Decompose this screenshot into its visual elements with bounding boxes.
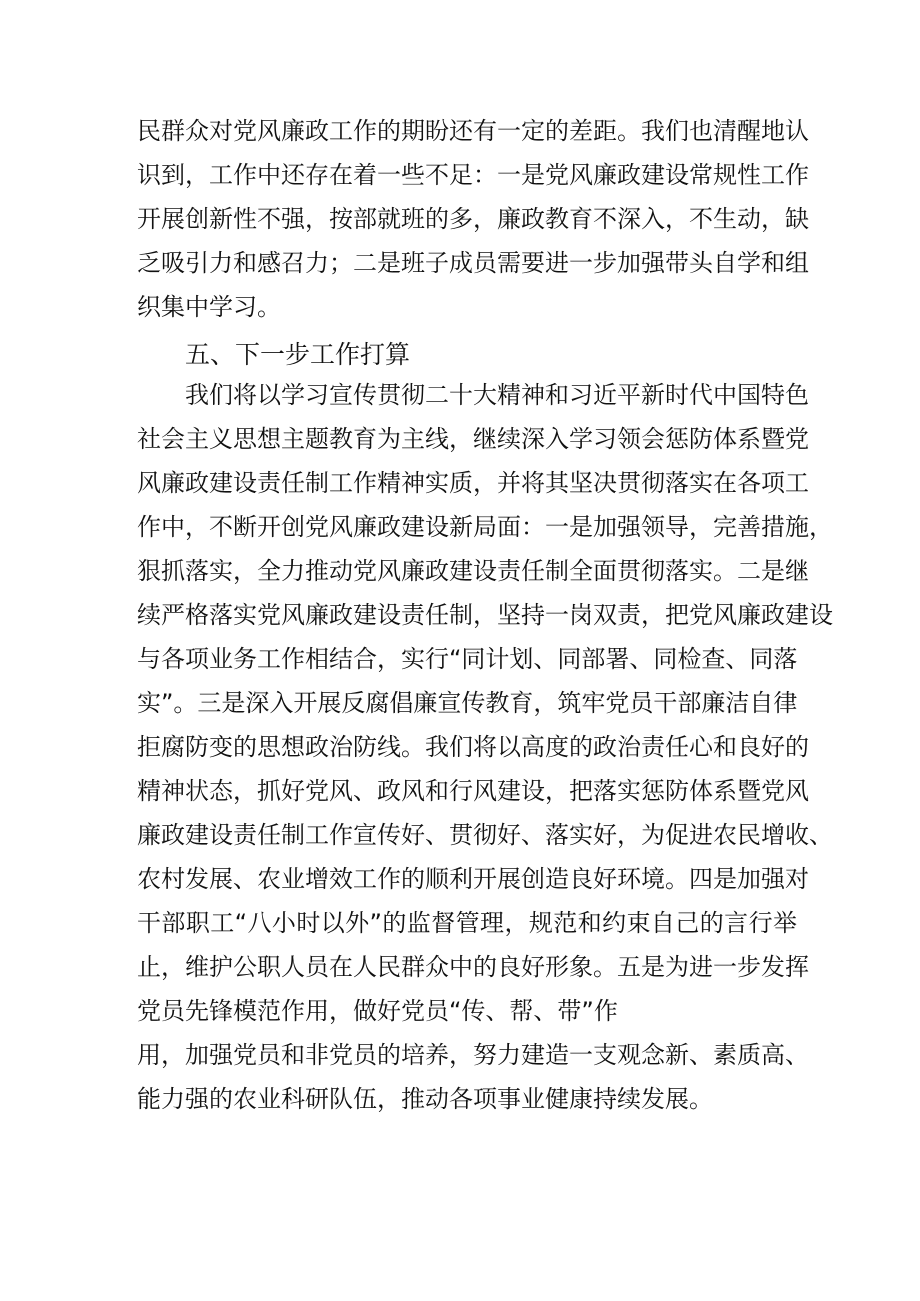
paragraph-line: 党员先锋模范作用，做好党员“传、帮、带”作 bbox=[137, 997, 618, 1025]
paragraph-line: 廉政建设责任制工作宣传好、贯彻好、落实好，为促进农民增收、 bbox=[137, 821, 833, 849]
section-heading: 五、下一步工作打算 bbox=[185, 340, 411, 369]
paragraph-line: 用，加强党员和非党员的培养，努力建造一支观念新、素质高、 bbox=[137, 1041, 809, 1069]
paragraph-line: 我们将以学习宣传贯彻二十大精神和习近平新时代中国特色 bbox=[185, 381, 809, 409]
paragraph-line: 狠抓落实，全力推动党风廉政建设责任制全面贯彻落实。二是继 bbox=[137, 557, 809, 585]
paragraph-line: 识到，工作中还存在着一些不足：一是党风廉政建设常规性工作 bbox=[137, 161, 809, 189]
paragraph-line: 农村发展、农业增效工作的顺利开展创造良好环境。四是加强对 bbox=[137, 865, 809, 893]
paragraph-line: 与各项业务工作相结合，实行“同计划、同部署、同检查、同落 bbox=[137, 645, 798, 673]
paragraph-line: 能力强的农业科研队伍，推动各项事业健康持续发展。 bbox=[137, 1085, 713, 1113]
paragraph-line: 社会主义思想主题教育为主线，继续深入学习领会惩防体系暨党 bbox=[137, 425, 809, 453]
paragraph-line: 精神状态，抓好党风、政风和行风建设，把落实惩防体系暨党风 bbox=[137, 777, 809, 805]
paragraph-line: 干部职工“八小时以外”的监督管理，规范和约束自己的言行举 bbox=[137, 909, 797, 937]
paragraph-line: 开展创新性不强，按部就班的多，廉政教育不深入，不生动，缺 bbox=[137, 205, 809, 233]
paragraph-line: 乏吸引力和感召力；二是班子成员需要进一步加强带头自学和组 bbox=[137, 249, 809, 277]
paragraph-line: 续严格落实党风廉政建设责任制，坚持一岗双责，把党风廉政建设 bbox=[137, 601, 833, 629]
paragraph-line: 实”。三是深入开展反腐倡廉宣传教育，筑牢党员干部廉洁自律 bbox=[137, 689, 798, 717]
paragraph-line: 止，维护公职人员在人民群众中的良好形象。五是为进一步发挥 bbox=[137, 953, 809, 981]
paragraph-line: 作中，不断开创党风廉政建设新局面：一是加强领导，完善措施， bbox=[137, 513, 833, 541]
paragraph-line: 拒腐防变的思想政治防线。我们将以高度的政治责任心和良好的 bbox=[137, 733, 809, 761]
paragraph-line: 风廉政建设责任制工作精神实质，并将其坚决贯彻落实在各项工 bbox=[137, 469, 809, 497]
paragraph-line: 织集中学习。 bbox=[137, 293, 281, 321]
paragraph-line: 民群众对党风廉政工作的期盼还有一定的差距。我们也清醒地认 bbox=[137, 117, 809, 145]
